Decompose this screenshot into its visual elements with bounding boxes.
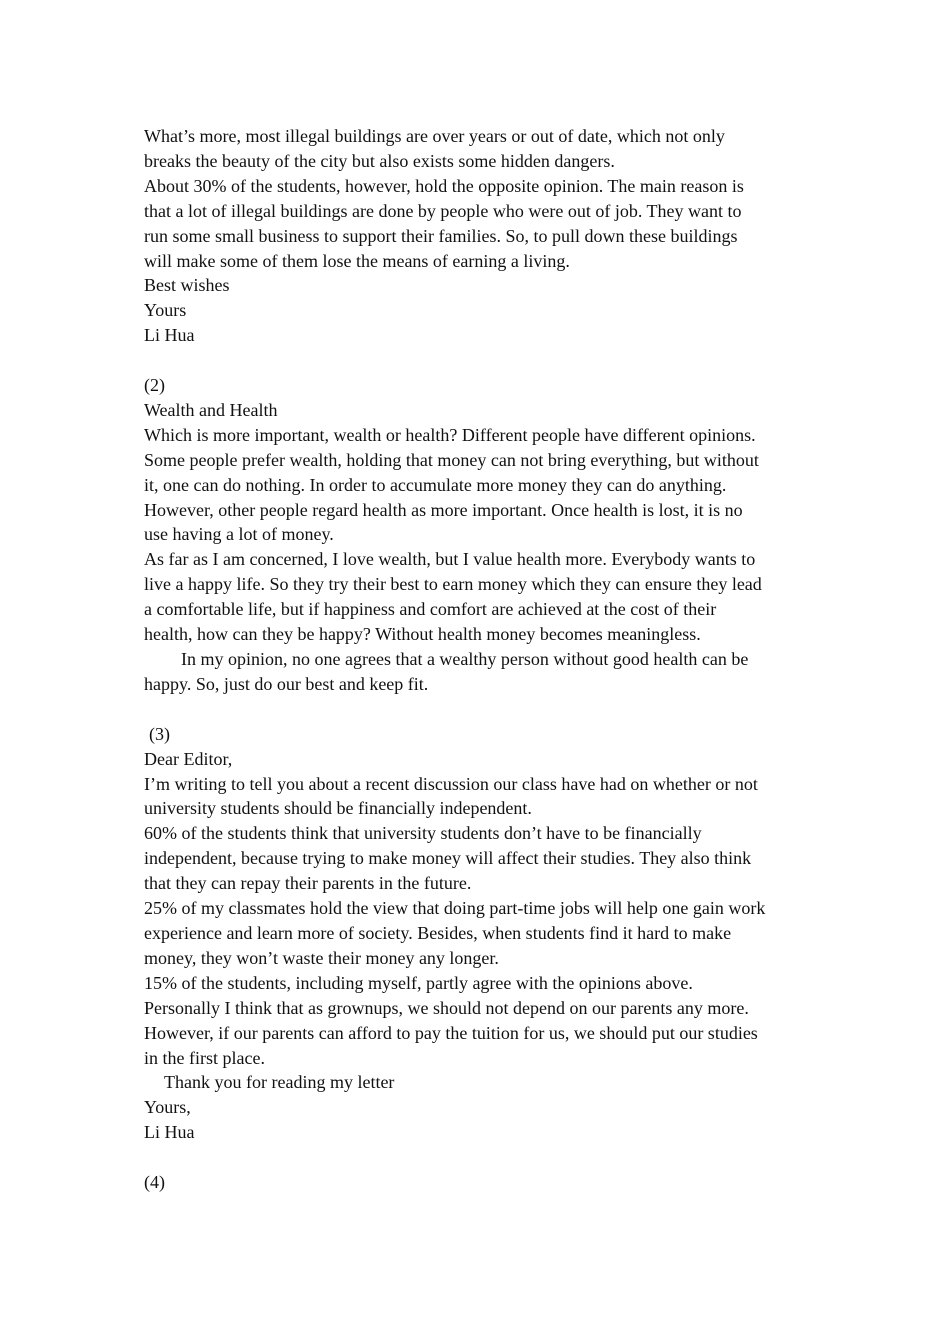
text-line: What’s more, most illegal buildings are over years or out of date, which not only [144,126,725,146]
text-line: will make some of them lose the means of earning a living. [144,250,570,271]
signature: Li Hua [144,325,195,346]
greeting: Dear Editor, [144,748,233,769]
text-line: Which is more important, wealth or health? Different people have different opinions. [144,424,756,445]
text-line: However, if our parents can afford to pay the tuition for us, we should put our studies [144,1022,758,1043]
closing: Best wishes [144,275,230,296]
text-line: health, how can they be happy? Without health money becomes meaningless. [144,624,701,645]
text-line: happy. So, just do our best and keep fit. [144,673,429,694]
text-line: 15% of the students, including myself, partly agree with the opinions above. [144,972,693,993]
text-line: live a happy life. So they try their best to earn money which they can ensure they lead [144,574,762,595]
section-3 [144,722,814,1145]
signature: Li Hua [144,1122,195,1143]
text-line: However, other people regard health as more important. Once health is lost, it is no [144,499,743,520]
thanks-line: Thank you for reading my letter [164,1072,395,1093]
section-number: (2) [144,375,165,396]
text-line: I’m writing to tell you about a recent discussion our class have had on whether or not [144,773,758,794]
text-line: As far as I am concerned, I love wealth, but I value health more. Everybody wants to [144,549,756,570]
text-line: experience and learn more of society. Besides, when students find it hard to make [144,922,732,943]
document-page [144,124,814,1195]
text-line: a comfortable life, but if happiness and comfort are achieved at the cost of their [144,599,717,620]
text-line: 25% of my classmates hold the view that doing part-time jobs will help one gain work [144,898,766,919]
section-2 [144,373,814,697]
sign-off: Yours [144,300,187,321]
section-number: (4) [144,1172,165,1193]
text-line: that a lot of illegal buildings are done by people who were out of job. They want to [144,200,742,221]
section-1 [144,124,814,348]
blank-line [144,1145,814,1170]
text-line: breaks the beauty of the city but also exists some hidden dangers. [144,150,615,171]
text-line: independent, because trying to make money will affect their studies. They also think [144,848,752,869]
sign-off: Yours, [144,1097,191,1118]
text-line: run some small business to support their families. So, to pull down these buildings [144,225,738,246]
section-number: (3) [149,723,170,744]
text-line-indented: In my opinion, no one agrees that a wealthy person without good health can be [181,649,749,670]
text-line: 60% of the students think that university students don’t have to be financially [144,823,702,844]
text-line: use having a lot of money. [144,524,334,545]
text-line: Some people prefer wealth, holding that money can not bring everything, but without [144,449,759,470]
blank-line [144,697,814,722]
text-line: it, one can do nothing. In order to accumulate more money they can do anything. [144,474,727,495]
essay-title: Wealth and Health [144,399,278,420]
blank-line [144,348,814,373]
text-line: money, they won’t waste their money any longer. [144,947,499,968]
text-line: that they can repay their parents in the future. [144,873,472,894]
section-4 [144,1170,814,1195]
text-line: university students should be financially independent. [144,798,532,819]
text-line: Personally I think that as grownups, we should not depend on our parents any more. [144,997,749,1018]
text-line: About 30% of the students, however, hold the opposite opinion. The main reason is [144,175,744,196]
text-line: in the first place. [144,1047,265,1068]
